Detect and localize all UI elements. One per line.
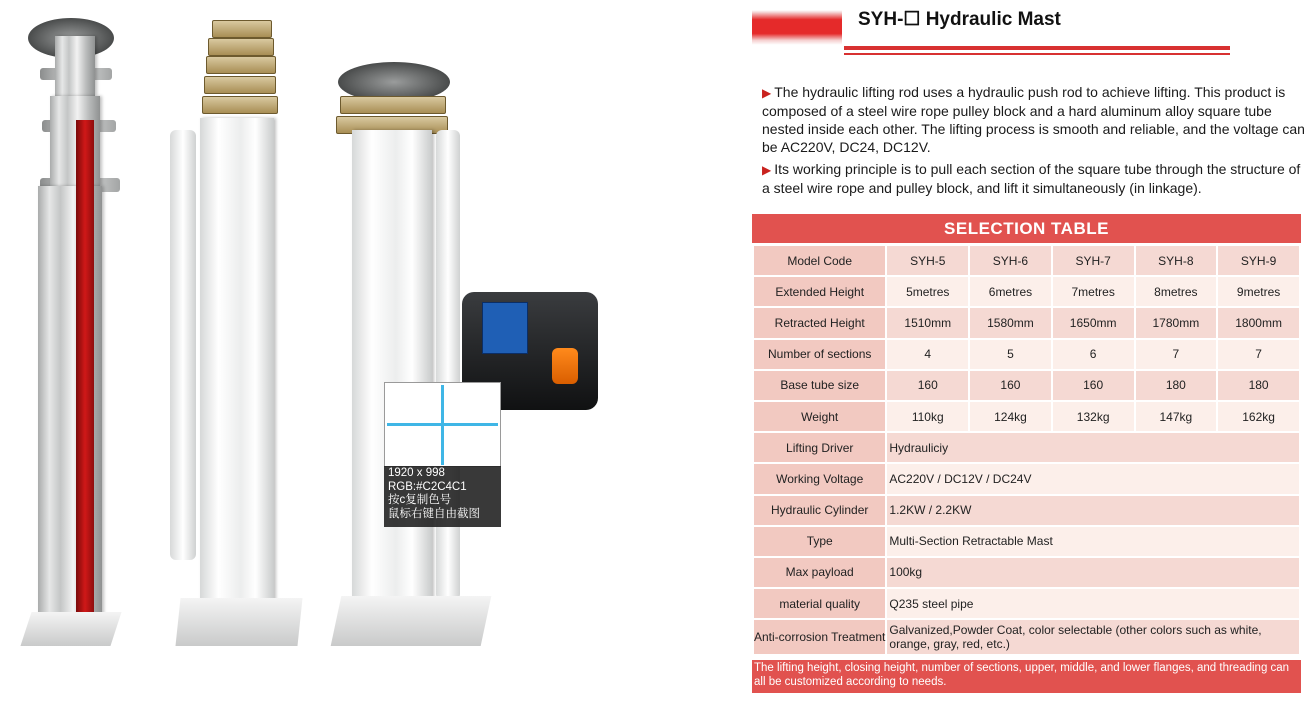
table-cell: 180 <box>1136 371 1217 400</box>
column-header: Model Code <box>754 246 885 275</box>
brand-badge <box>752 0 842 56</box>
table-cell: 6 <box>1053 340 1134 369</box>
row-label: Extended Height <box>754 277 885 306</box>
spec-row <box>754 558 1299 587</box>
row-label: Type <box>754 527 885 556</box>
row-label: Number of sections <box>754 340 885 369</box>
picker-dimensions: 1920 x 998 <box>388 467 445 479</box>
spec-row <box>754 433 1299 462</box>
table-cell: 1580mm <box>970 308 1051 337</box>
row-label: Weight <box>754 402 885 431</box>
table-cell: 8metres <box>1136 277 1217 306</box>
table-cell: 1650mm <box>1053 308 1134 337</box>
spec-value: AC220V / DC12V / DC24V <box>887 464 1299 493</box>
row-label: material quality <box>754 589 885 618</box>
row-label: Retracted Height <box>754 308 885 337</box>
table-cell: 7metres <box>1053 277 1134 306</box>
row-label: Lifting Driver <box>754 433 885 462</box>
row-label: Working Voltage <box>754 464 885 493</box>
spec-value: Hydrauliciy <box>887 433 1299 462</box>
spec-row <box>754 620 1299 654</box>
table-cell: 147kg <box>1136 402 1217 431</box>
table-cell: 7 <box>1136 340 1217 369</box>
table-cell: 160 <box>1053 371 1134 400</box>
color-picker-tooltip <box>384 382 501 527</box>
table-cell: 180 <box>1218 371 1299 400</box>
row-label: Max payload <box>754 558 885 587</box>
table-cell: 5metres <box>887 277 968 306</box>
table-cell: 1780mm <box>1136 308 1217 337</box>
table-cell: 110kg <box>887 402 968 431</box>
column-header: SYH-8 <box>1136 246 1217 275</box>
table-cell: 6metres <box>970 277 1051 306</box>
description-text: The hydraulic lifting rod uses a hydraulic push rod to achieve lifting. This product is composed of a steel wire rope pulley block and a hard aluminum alloy square tube nested inside each other. The lifting process is smooth and reliable, and the voltage can be AC220V, DC24, DC12V. <box>762 84 1305 155</box>
spec-value: Multi-Section Retractable Mast <box>887 527 1299 556</box>
table-cell: 1800mm <box>1218 308 1299 337</box>
title-underline <box>844 46 1230 50</box>
magnifier-view <box>384 382 501 467</box>
table-row <box>754 277 1299 306</box>
triangle-right-icon: ▶ <box>762 86 772 100</box>
column-header: SYH-7 <box>1053 246 1134 275</box>
table-cell: 162kg <box>1218 402 1299 431</box>
spec-row <box>754 496 1299 525</box>
column-header: SYH-5 <box>887 246 968 275</box>
spec-row <box>754 464 1299 493</box>
table-cell: 7 <box>1218 340 1299 369</box>
table-cell: 160 <box>970 371 1051 400</box>
crosshair-vertical <box>441 385 444 465</box>
selection-table <box>752 244 1301 656</box>
table-cell: 5 <box>970 340 1051 369</box>
row-label: Anti-corrosion Treatment <box>754 620 885 654</box>
table-cell: 1510mm <box>887 308 968 337</box>
spec-row <box>754 589 1299 618</box>
table-cell: 9metres <box>1218 277 1299 306</box>
spec-value: 1.2KW / 2.2KW <box>887 496 1299 525</box>
spec-value: Q235 steel pipe <box>887 589 1299 618</box>
row-label: Hydraulic Cylinder <box>754 496 885 525</box>
triangle-right-icon: ▶ <box>762 163 772 177</box>
table-row <box>754 308 1299 337</box>
column-header: SYH-6 <box>970 246 1051 275</box>
selection-table-title: SELECTION TABLE <box>752 214 1301 243</box>
spec-value: 100kg <box>887 558 1299 587</box>
product-title: SYH-☐ Hydraulic Mast <box>858 9 1061 30</box>
column-header: SYH-9 <box>1218 246 1299 275</box>
spec-row <box>754 527 1299 556</box>
spec-value: Galvanized,Powder Coat, color selectable (other colors such as white, orange, gray, red, etc.) <box>887 620 1299 654</box>
picker-screenshot-hint: 鼠标右键自由截图 <box>388 507 480 520</box>
picker-info-panel <box>384 466 501 527</box>
customization-note: The lifting height, closing height, number of sections, upper, middle, and lower flanges, and threading can all be customized according to needs. <box>752 660 1301 693</box>
table-cell: 132kg <box>1053 402 1134 431</box>
table-header-row <box>754 246 1299 275</box>
description-text: Its working principle is to pull each section of the square tube through the structure of a steel wire rope and pulley block, and lift it simultaneously (in linkage). <box>762 161 1301 196</box>
description-paragraph <box>762 160 1307 197</box>
table-cell: 160 <box>887 371 968 400</box>
table-cell: 124kg <box>970 402 1051 431</box>
table-row <box>754 340 1299 369</box>
title-underline-thin <box>844 53 1230 55</box>
description-paragraph <box>762 83 1307 156</box>
table-row <box>754 371 1299 400</box>
picker-rgb: RGB:#C2C4C1 <box>388 480 467 493</box>
row-label: Base tube size <box>754 371 885 400</box>
table-cell: 4 <box>887 340 968 369</box>
picker-copy-hint: 按c复制色号 <box>388 494 452 506</box>
table-row <box>754 402 1299 431</box>
